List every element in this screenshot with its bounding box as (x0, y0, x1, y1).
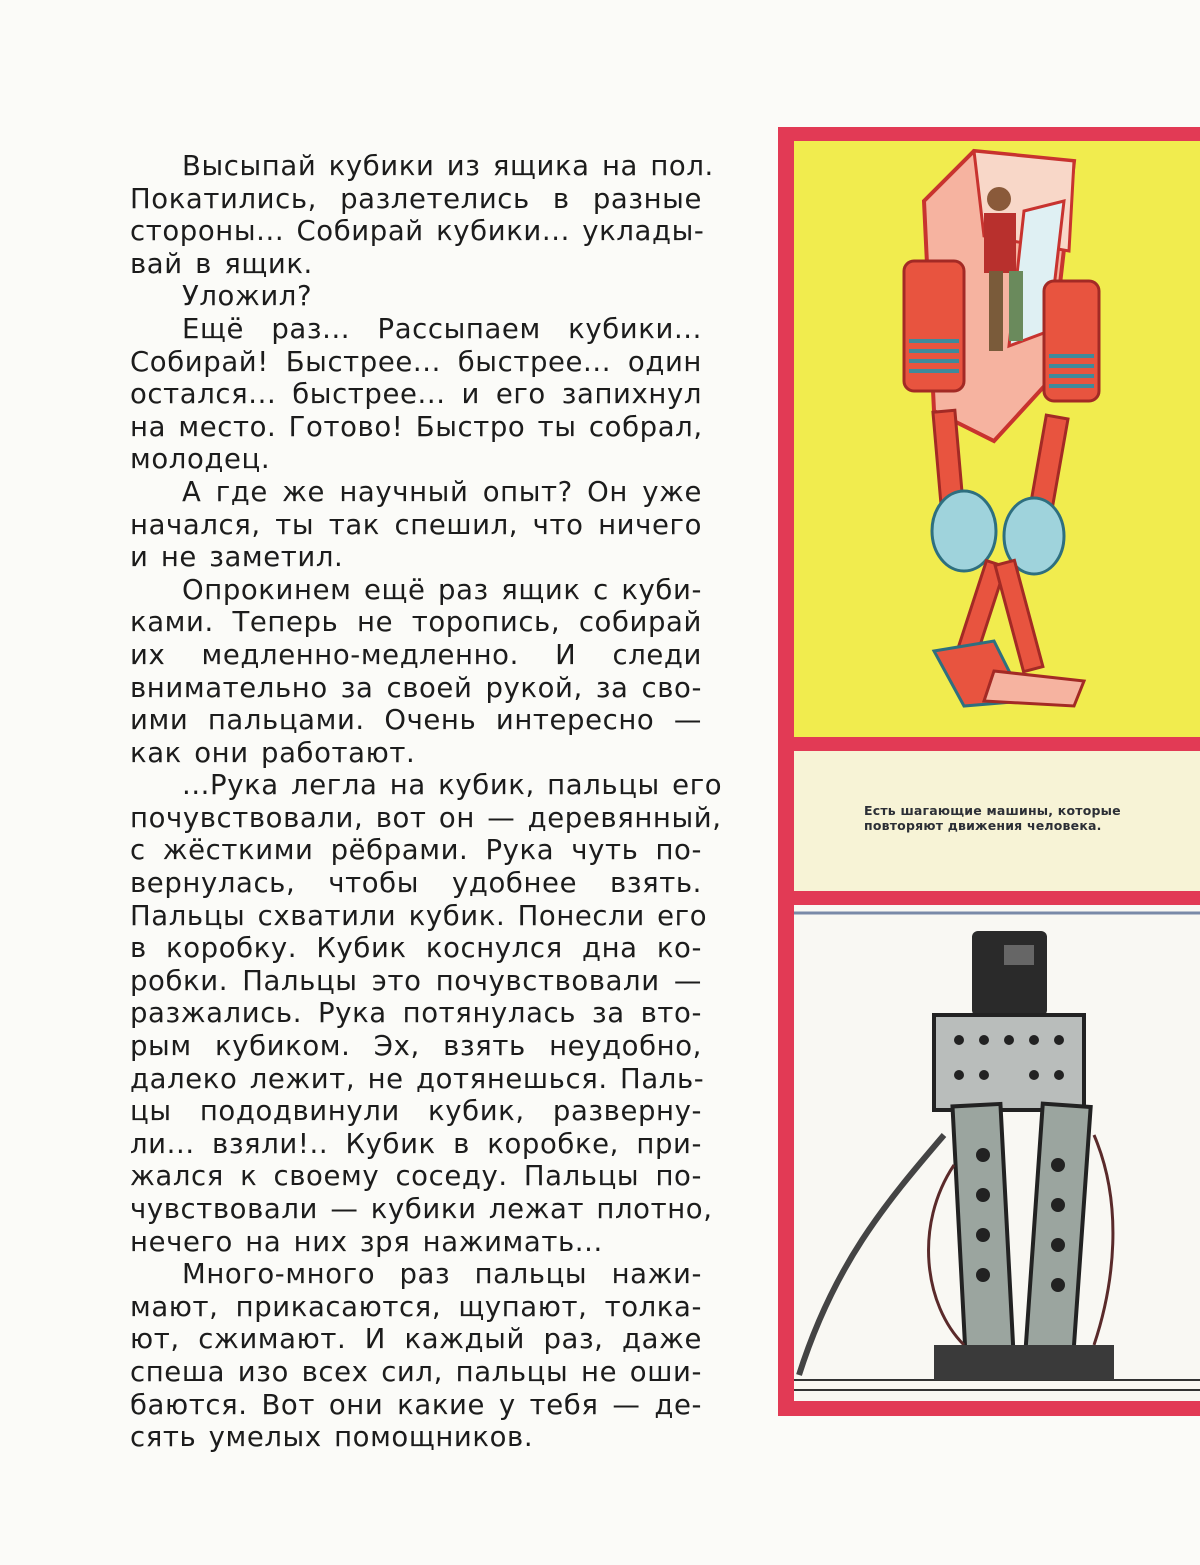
walking-machine-illustration (794, 141, 1200, 737)
text-line: чувствовали — кубики лежат плотно, (130, 1193, 713, 1225)
text-line: мают, прикасаются, щупают, толка- (130, 1290, 702, 1323)
text-line: ими пальцами. Очень интересно — (130, 704, 702, 737)
text-line: рым кубиком. Эх, взять неудобно, (130, 1030, 702, 1063)
text-line: Много-много раз пальцы нажи- (182, 1258, 702, 1291)
caption-line-2: повторяют движения человека. (864, 818, 1102, 833)
robot-drawing (794, 905, 1200, 1401)
illustration-panel (778, 127, 1200, 1416)
text-line: А где же научный опыт? Он уже (182, 475, 702, 508)
text-line: в коробку. Кубик коснулся дна ко- (130, 932, 702, 965)
paragraph (130, 280, 702, 313)
text-line: стороны... Собирай кубики... уклады- (130, 215, 705, 248)
text-line: внимательно за своей рукой, за сво- (130, 671, 702, 704)
text-line: робки. Пальцы это почувствовали — (130, 964, 702, 997)
text-line: их медленно-медленно. И следи (130, 638, 702, 671)
text-line: Высыпай кубики из ящика на пол. (182, 150, 714, 182)
text-line: с жёсткими рёбрами. Рука чуть по- (130, 834, 702, 867)
text-line: Собирай! Быстрее... быстрее... один (130, 345, 702, 378)
caption-line-1: Есть шагающие машины, которые (864, 803, 1121, 818)
text-line: вернулась, чтобы удобнее взять. (130, 867, 702, 900)
paragraph (130, 313, 702, 476)
text-line: и не заметил. (130, 541, 344, 574)
text-line: на место. Готово! Быстро ты собрал, (130, 410, 703, 443)
text-line: вай в ящик. (130, 247, 313, 280)
text-line: почувствовали, вот он — деревянный, (130, 801, 722, 834)
paragraph (130, 769, 723, 1258)
text-line: цы пододвинули кубик, разверну- (130, 1095, 702, 1128)
text-line: баются. Вот они какие у тебя — де- (130, 1388, 702, 1421)
text-line: разжались. Рука потянулась за вто- (130, 997, 702, 1030)
text-line: ками. Теперь не торопись, собирай (130, 606, 702, 639)
text-line: Ещё раз... Рассыпаем кубики... (182, 312, 702, 345)
text-line: сять умелых помощников. (130, 1421, 534, 1454)
figure-caption (864, 803, 1184, 833)
text-line: нечего на них зря нажимать... (130, 1225, 603, 1258)
paragraph (130, 1258, 702, 1454)
text-line: молодец. (130, 443, 271, 476)
text-line: как они работают. (130, 736, 416, 769)
walking-machine-drawing (794, 141, 1200, 737)
text-line: жался к своему соседу. Пальцы по- (130, 1160, 702, 1193)
body-text (130, 150, 723, 1454)
text-line: Уложил? (182, 280, 313, 313)
text-line: остался... быстрее... и его запихнул (130, 378, 702, 411)
text-line: ли... взяли!.. Кубик в коробке, при- (130, 1127, 702, 1160)
text-line: Пальцы схватили кубик. Понесли его (130, 899, 708, 932)
paragraph (130, 574, 702, 770)
paragraph (130, 476, 702, 574)
text-line: спеша изо всех сил, пальцы не оши- (130, 1355, 702, 1388)
text-line: ...Рука легла на кубик, пальцы его (182, 769, 723, 802)
robot-photo (794, 905, 1200, 1401)
paragraph (130, 150, 714, 280)
text-line: Опрокинем ещё раз ящик с куби- (182, 573, 702, 606)
text-line: Покатились, разлетелись в разные (130, 182, 702, 215)
caption-box (794, 751, 1200, 891)
text-line: начался, ты так спешил, что ничего (130, 508, 702, 541)
text-line: далеко лежит, не дотянешься. Паль- (130, 1062, 705, 1095)
text-line: ют, сжимают. И каждый раз, даже (130, 1323, 702, 1356)
